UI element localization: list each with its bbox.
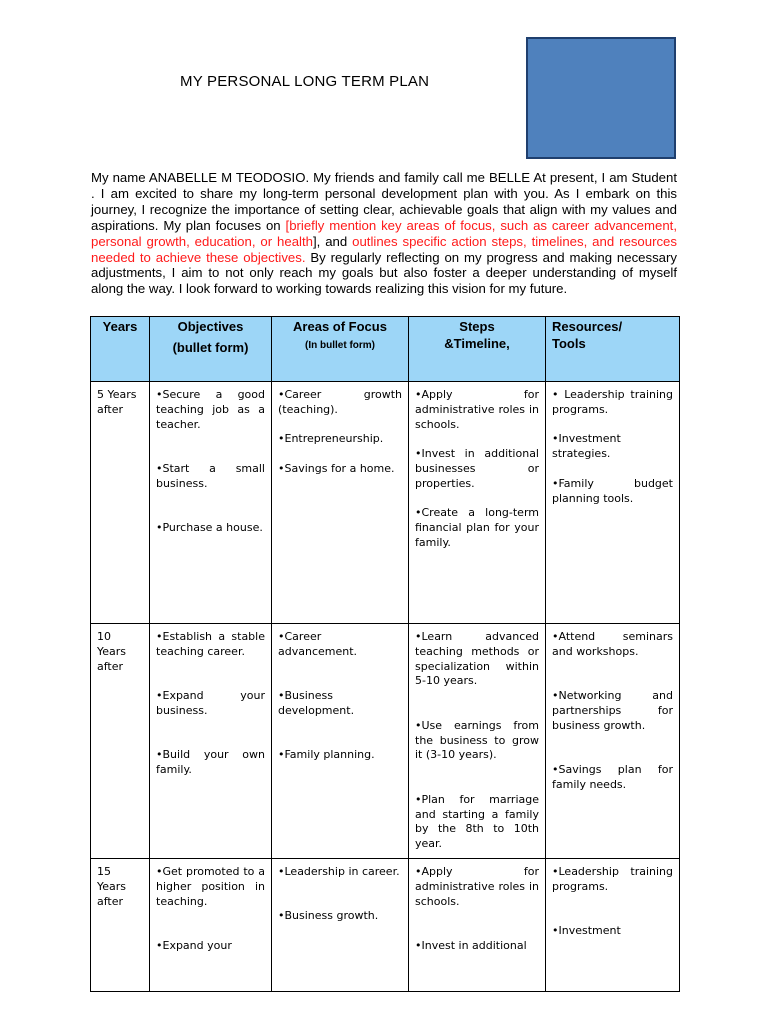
list-item: •Investment strategies.: [552, 432, 621, 461]
page-title: MY PERSONAL LONG TERM PLAN: [180, 73, 430, 90]
cell-objectives: [150, 858, 272, 991]
list-item: •Purchase a house.: [156, 521, 263, 535]
list-item: •Attend seminars and workshops.: [552, 630, 673, 658]
list-item: •Plan for marriage and starting a family by the 8th to 10th year.: [415, 792, 539, 851]
list-item: •Career advancement.: [278, 630, 358, 658]
list-item: •Family planning.: [278, 748, 375, 762]
list-item: •Leadership training programs.: [552, 864, 673, 893]
list-item: •Expand your business.: [156, 689, 265, 717]
cell-resources: [546, 858, 680, 991]
list-item: •Savings plan for family needs.: [552, 763, 673, 791]
list-item: •Networking and partnerships for business growth.: [552, 689, 673, 732]
list-item: •Investment: [552, 924, 621, 938]
list-item: •Establish a stable teaching career.: [156, 630, 265, 658]
list-item: •Entrepreneurship.: [278, 432, 384, 446]
intro-paragraph: [91, 170, 677, 297]
cell-years: 5 Years after: [91, 382, 150, 624]
list-item: •Apply for administrative roles in schools.: [415, 864, 539, 908]
list-item: •Business growth.: [278, 909, 379, 923]
cell-years: 15 Years after: [91, 858, 150, 991]
cell-steps: [409, 858, 546, 991]
intro-text-2: ], and: [312, 233, 353, 249]
header-areas: Areas of Focus (In bullet form): [272, 317, 409, 382]
cell-areas: [272, 382, 409, 624]
cell-steps: [409, 624, 546, 859]
list-item: •Expand your: [156, 938, 232, 952]
header-resources: Resources/ Tools: [546, 317, 680, 382]
intro-text-1: My name ANABELLE M TEODOSIO. My friends and family call me BELLE At present, I am Student . I am excited to share my long-term personal development plan with you. As I embark on this journey, I recognize the importance of setting clear, achievable goals that align with my values and aspirations. My plan focuses on: [91, 170, 677, 233]
intro-red-text-2: outlines specific action steps, timelines, and resources needed to achieve these objectives.: [91, 233, 677, 265]
list-item: •Savings for a home.: [278, 461, 395, 475]
list-item: •Get promoted to a higher position in teaching.: [156, 864, 265, 908]
cell-steps: [409, 382, 546, 624]
list-item: •Secure a good teaching job as a teacher.: [156, 388, 265, 431]
header-resources-sub: Tools: [552, 336, 586, 351]
header-steps-sub: &Timeline,: [444, 336, 510, 351]
table-row: [91, 858, 680, 991]
list-item: •Use earnings from the business to grow it (3-10 years).: [415, 718, 539, 762]
cell-resources: [546, 624, 680, 859]
cell-objectives: [150, 624, 272, 859]
list-item: •Business development.: [278, 689, 355, 717]
list-item: • Leadership training programs.: [552, 388, 673, 416]
plan-table: [90, 316, 680, 992]
list-item: •Create a long-term financial plan for your family.: [415, 506, 539, 549]
header-areas-sub: (In bullet form): [305, 340, 375, 351]
list-item: •Leadership in career.: [278, 864, 400, 878]
cell-objectives: [150, 382, 272, 624]
table-header-row: [91, 317, 680, 382]
intro-red-text-1: [briefly mention key areas of focus, such as career advancement, personal growth, education, or health: [91, 217, 677, 249]
list-item: •Career growth (teaching).: [278, 388, 402, 416]
list-item: •Invest in additional businesses or properties.: [415, 447, 539, 490]
cell-areas: [272, 858, 409, 991]
header-objectives: Objectives (bullet form): [150, 317, 272, 382]
photo-placeholder: [526, 37, 676, 159]
list-item: •Build your own family.: [156, 748, 265, 777]
cell-years: 10 Years after: [91, 624, 150, 859]
intro-text-3: By regularly reflecting on my progress and making necessary adjustments, I aim to not only reach my goals but also foster a deeper understanding of myself along the way. I look forward to working towards realizing this vision for my future.: [91, 249, 677, 297]
list-item: •Start a small business.: [156, 461, 265, 490]
table-row: [91, 382, 680, 624]
cell-areas: [272, 624, 409, 859]
list-item: •Learn advanced teaching methods or specialization within 5-10 years.: [415, 630, 539, 688]
header-years: Years: [91, 317, 150, 382]
table-row: [91, 624, 680, 859]
list-item: •Family budget planning tools.: [552, 476, 673, 505]
header-objectives-sub: (bullet form): [172, 340, 249, 355]
list-item: •Invest in additional: [415, 938, 527, 952]
list-item: •Apply for administrative roles in schools.: [415, 388, 539, 431]
cell-resources: [546, 382, 680, 624]
header-steps: Steps &Timeline,: [409, 317, 546, 382]
